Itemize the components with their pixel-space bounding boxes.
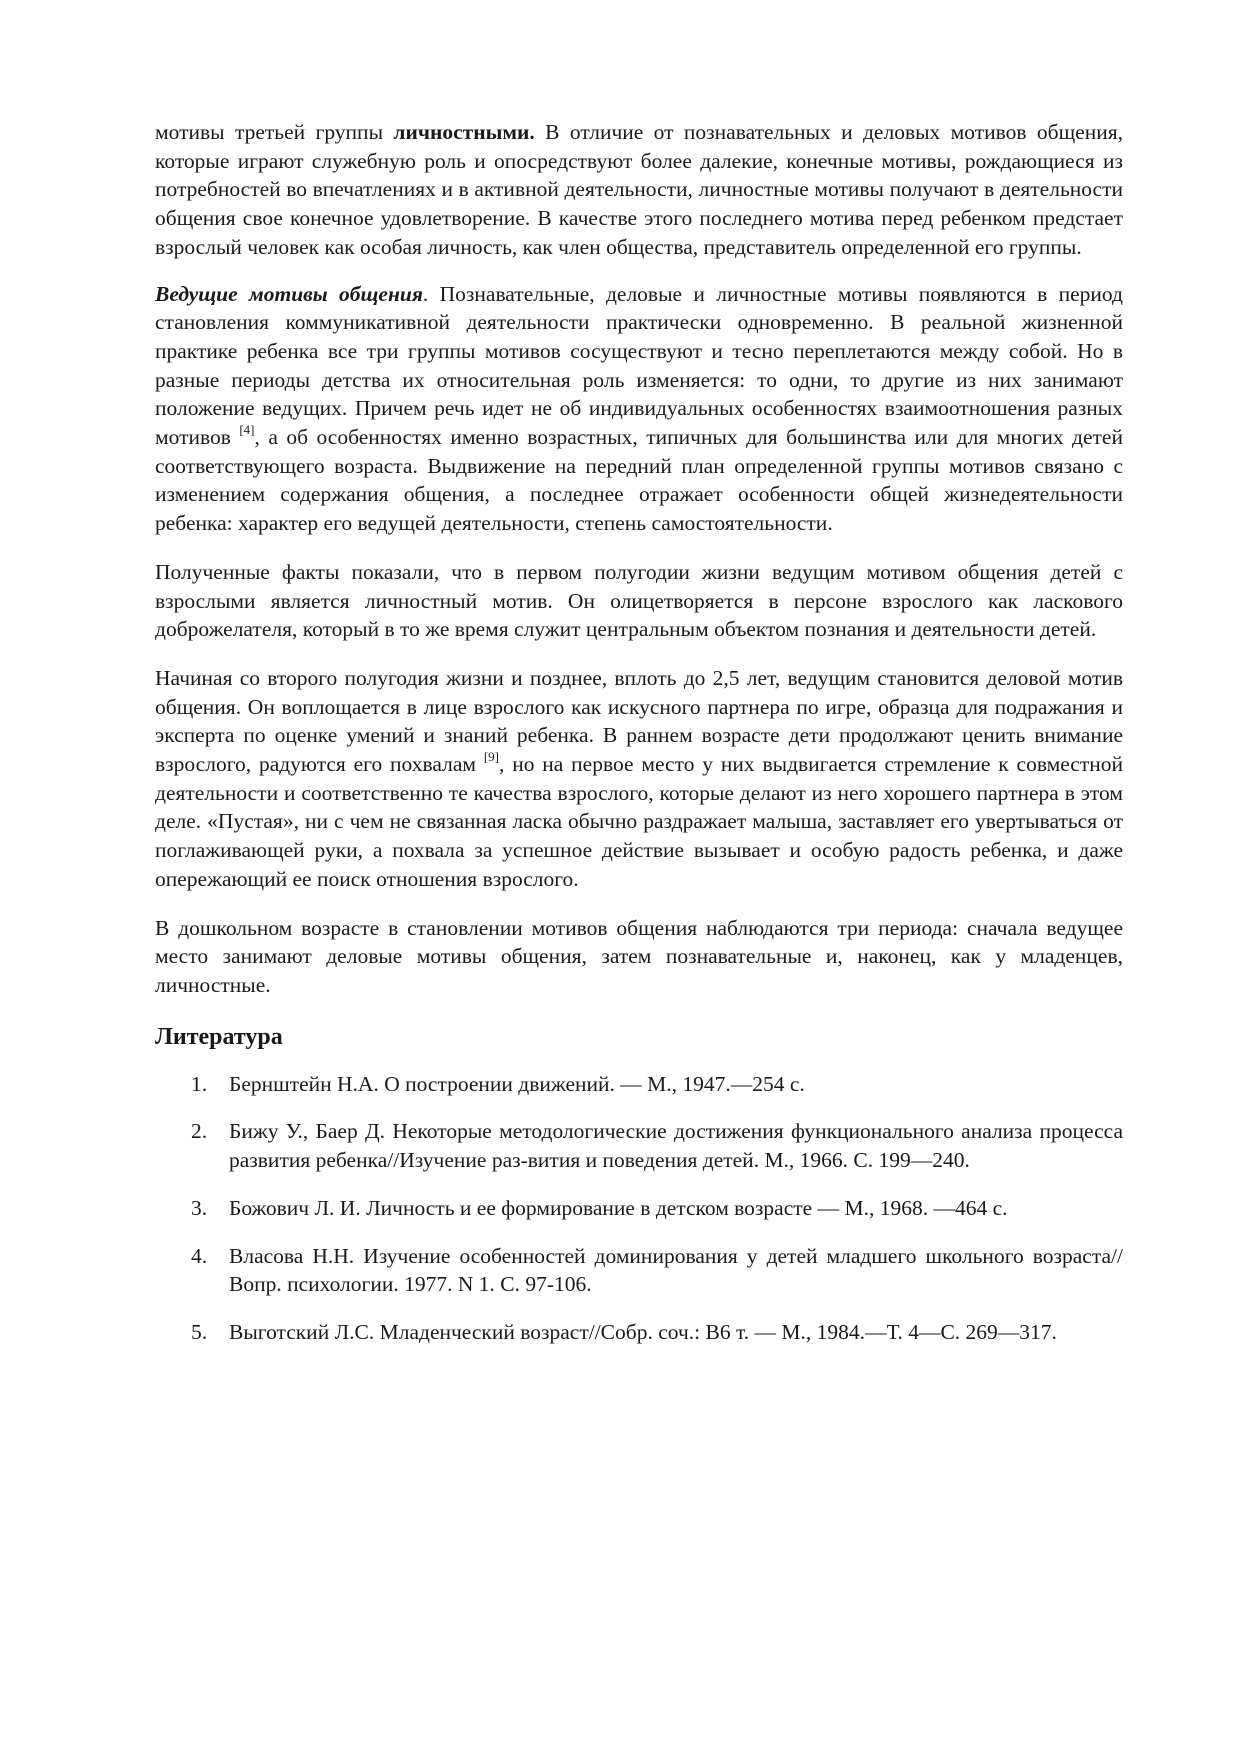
reference-text: Бижу У., Баер Д. Некоторые методологические достижения функционального анализа процесса развития ребенка//Изучение раз-вития и поведения детей. М., 1966. С. 199—240.	[229, 1119, 1123, 1173]
reference-item	[155, 1194, 1123, 1223]
paragraph-personal-motives	[155, 118, 1123, 262]
paragraph-text: В отличие от познавательных и деловых мотивов общения, которые играют служебную роль и опосредствуют более далекие, конечные мотивы, рождающиеся из потребностей во впечатлениях и в активной деятельности, личностные мотивы получают в деятельности общения свое конечное удовлетворение. В качестве этого последнего мотива перед ребенком предстает взрослый человек как особая личность, как член общества, представитель определенной его группы.	[155, 120, 1123, 259]
citation-ref[interactable]: [4]	[239, 421, 255, 437]
reference-number: 2.	[191, 1119, 208, 1144]
reference-text: Бернштейн Н.А. О построении движений. — М., 1947.—254 с.	[229, 1071, 805, 1096]
document-page	[155, 118, 1123, 1366]
reference-item	[155, 1318, 1123, 1347]
reference-number: 1.	[191, 1071, 208, 1096]
paragraph-text: Начиная со второго полугодия жизни и позднее, вплоть до 2,5 лет, ведущим становится деловой мотив общения. Он воплощается в лице взрослого как искусного партнера по игре, образца для подражания и эксперта по оценке умений и знаний ребенка. В раннем возрасте дети продолжают ценить внимание взрослого, радуются его похвалам	[155, 665, 1123, 777]
reference-text: Выготский Л.С. Младенческий возраст//Собр. соч.: В6 т. — М., 1984.—Т. 4—С. 269—317.	[229, 1319, 1057, 1344]
paragraph-preschool-age: В дошкольном возрасте в становлении мотивов общения наблюдаются три периода: сначала ведущее место занимают деловые мотивы общения, затем познавательные и, наконец, как у младенцев, личностные.	[155, 915, 1123, 997]
paragraph-text: . Познавательные, деловые и личностные мотивы появляются в период становления коммуникативной деятельности практически одновременно. В реальной жизненной практике ребенка все три группы мотивов сосуществуют и тесно переплетаются между собой. Но в разные периоды детства их относительная роль изменяется: то одни, то другие из них занимают положение ведущих. Причем речь идет не об индивидуальных особенностях взаимоотношения разных мотивов	[155, 281, 1123, 450]
reference-number: 4.	[191, 1243, 208, 1268]
paragraph-text: мотивы третьей группы	[155, 120, 394, 144]
paragraph-first-half-year: Полученные факты показали, что в первом полугодии жизни ведущим мотивом общения детей с взрослыми является личностный мотив. Он олицетворяется в персоне взрослого как ласкового доброжелателя, который в то же время служит центральным объектом познания и деятельности детей.	[155, 559, 1123, 642]
reference-item	[155, 1070, 1123, 1099]
paragraph-second-half-year	[155, 664, 1123, 894]
reference-item	[155, 1117, 1123, 1174]
citation-ref[interactable]: [9]	[483, 748, 499, 764]
paragraph-text: , но на первое место у них выдвигается стремление к совместной деятельности и соответственно те качества взрослого, которые делают из него хорошего партнера в этом деле. «Пустая», ни с чем не связанная ласка обычно раздражает малыша, заставляет его увертываться от поглаживающей руки, а похвала за успешное действие вызывает и особую радость ребенка, и даже опережающий ее поиск отношения взрослого.	[155, 752, 1123, 891]
paragraph-text: , а об особенностях именно возрастных, типичных для большинства или для многих детей соответствующего возраста. Выдвижение на передний план определенной группы мотивов связано с изменением содержания общения, а последнее отражает особенности общей жизнедеятельности ребенка: характер его ведущей деятельности, степень самостоятельности.	[155, 425, 1123, 536]
reference-item	[155, 1242, 1123, 1299]
references-heading: Литература	[155, 1023, 283, 1050]
reference-number: 5.	[191, 1319, 208, 1344]
reference-number: 3.	[191, 1195, 208, 1220]
bold-term: личностными.	[393, 120, 535, 144]
section-run-in-heading: Ведущие мотивы общения	[155, 281, 423, 306]
references-list	[155, 1070, 1123, 1347]
reference-text: Божович Л. И. Личность и ее формирование в детском возрасте — М., 1968. —464 с.	[229, 1195, 1008, 1220]
reference-text: Власова Н.Н. Изучение особенностей доминирования у детей младшего школьного возраста//Вопр. психологии. 1977. N 1. С. 97-106.	[229, 1243, 1123, 1297]
paragraph-leading-motives	[155, 280, 1123, 538]
